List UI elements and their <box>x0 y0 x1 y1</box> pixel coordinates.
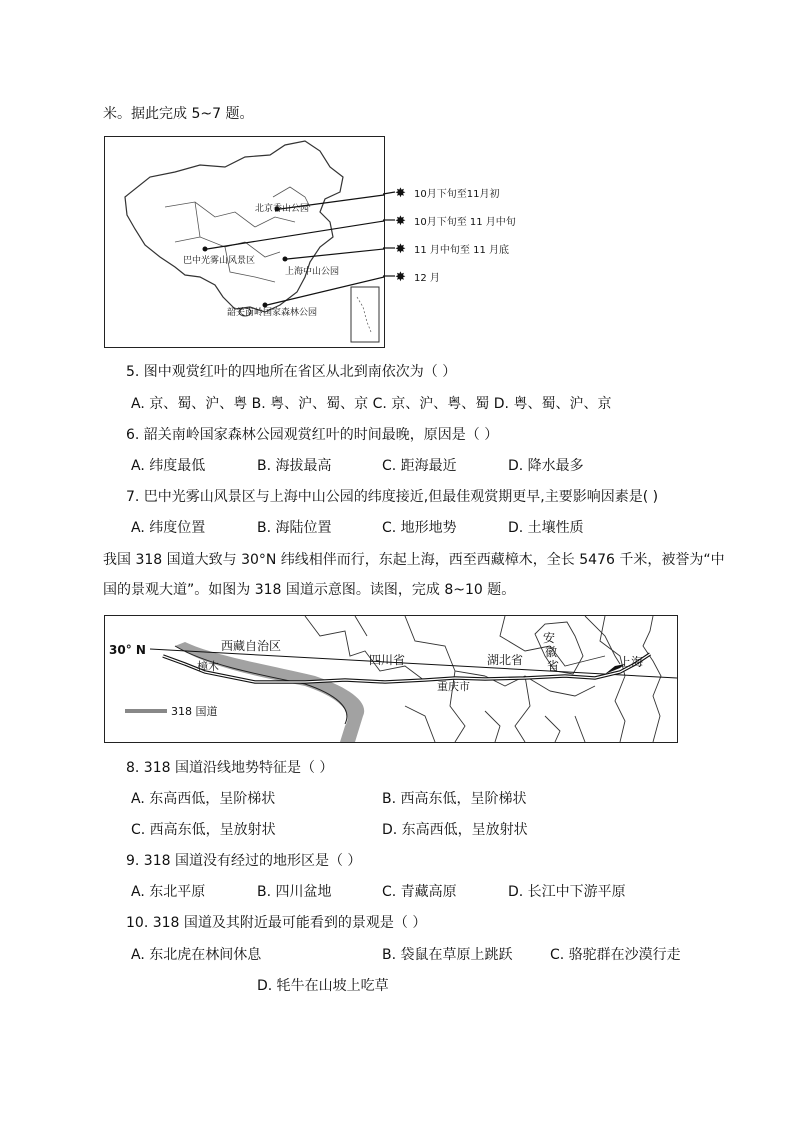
question-8-stem: 8. 318 国道沿线地势特征是（ ） <box>126 760 334 776</box>
region-shanghai: 上海 <box>619 655 644 669</box>
question-6-stem: 6. 韶关南岭国家森林公园观赏红叶的时间最晚，原因是（ ） <box>126 427 499 443</box>
region-sichuan: 四川省 <box>369 653 406 667</box>
question-7-option-a: A. 纬度位置 <box>131 520 206 536</box>
lat-30n-label: 30° N <box>109 643 146 657</box>
intro-text: 米。据此完成 5~7 题。 <box>103 106 254 122</box>
legend-item: 12 月 <box>414 273 440 284</box>
question-6-option-d: D. 降水最多 <box>508 458 584 474</box>
legend-318-road: 318 国道 <box>171 705 218 718</box>
question-10-option-c: C. 骆驼群在沙漠行走 <box>550 947 681 963</box>
question-9-option-b: B. 四川盆地 <box>257 884 332 900</box>
question-5-options: A. 京、蜀、沪、粤 B. 粤、沪、蜀、京 C. 京、沪、粤、蜀 D. 粤、蜀、沪、京 <box>131 396 612 412</box>
question-6-option-c: C. 距海最近 <box>382 458 457 474</box>
question-10-stem: 10. 318 国道及其附近最可能看到的景观是（ ） <box>126 915 427 931</box>
place-chongqing: 重庆市 <box>437 680 470 693</box>
map1-legend <box>383 178 533 288</box>
place-shaoguan: 韶关南岭国家森林公园 <box>227 308 318 318</box>
maple-leaf-icon: ✸ <box>395 186 406 201</box>
region-anhui-2: 徽 <box>545 645 558 659</box>
china-map-figure <box>104 136 385 348</box>
question-8-option-b: B. 西高东低，呈阶梯状 <box>382 791 527 807</box>
place-bazhong: 巴中光雾山风景区 <box>183 256 256 266</box>
china-map-svg <box>105 137 384 347</box>
question-10-option-b: B. 袋鼠在草原上跳跃 <box>382 947 513 963</box>
legend-item: 10月下旬至 11 月中旬 <box>414 217 516 228</box>
question-8-option-a: A. 东高西低，呈阶梯状 <box>131 791 276 807</box>
question-9-option-a: A. 东北平原 <box>131 884 206 900</box>
question-10-option-d: D. 牦牛在山坡上吃草 <box>257 978 389 994</box>
place-zhangmu: 樟木 <box>197 660 219 673</box>
legend-item: 11 月中旬至 11 月底 <box>414 245 509 256</box>
question-7-option-d: D. 土壤性质 <box>508 520 584 536</box>
question-8-option-d: D. 东高西低，呈放射状 <box>382 822 528 838</box>
region-anhui-1: 安 <box>543 631 556 645</box>
question-9-option-c: C. 青藏高原 <box>382 884 457 900</box>
question-6-option-a: A. 纬度最低 <box>131 458 206 474</box>
question-9-option-d: D. 长江中下游平原 <box>508 884 626 900</box>
region-anhui-3: 省 <box>547 659 560 673</box>
question-6-option-b: B. 海拔最高 <box>257 458 332 474</box>
maple-leaf-icon: ✸ <box>395 270 406 285</box>
question-9-stem: 9. 318 国道没有经过的地形区是（ ） <box>126 853 362 869</box>
question-7-option-c: C. 地形地势 <box>382 520 457 536</box>
legend-item: 10月下旬至11月初 <box>414 189 500 200</box>
region-tibet: 西藏自治区 <box>221 639 282 653</box>
maple-leaf-icon: ✸ <box>395 242 406 257</box>
question-7-option-b: B. 海陆位置 <box>257 520 332 536</box>
road-318-map-svg <box>105 616 677 742</box>
question-10-option-a: A. 东北虎在林间休息 <box>131 947 262 963</box>
question-7-stem: 7. 巴中光雾山风景区与上海中山公园的纬度接近,但最佳观赏期更早,主要影响因素是( ) <box>126 489 659 505</box>
intro-318-line2: 国的景观大道”。如图为 318 国道示意图。读图，完成 8~10 题。 <box>103 582 516 598</box>
question-8-option-c: C. 西高东低，呈放射状 <box>131 822 276 838</box>
maple-leaf-icon: ✸ <box>395 214 406 229</box>
place-beijing: 北京香山公园 <box>255 204 310 214</box>
question-5-stem: 5. 图中观赏红叶的四地所在省区从北到南依次为（ ） <box>126 364 457 380</box>
road-318-map-figure <box>104 615 678 743</box>
place-shanghai: 上海中山公园 <box>285 267 340 277</box>
intro-318-line1: 我国 318 国道大致与 30°N 纬线相伴而行，东起上海，西至西藏樟木，全长 5476 千米，被誉为“中 <box>103 552 725 568</box>
region-hubei: 湖北省 <box>487 653 524 667</box>
